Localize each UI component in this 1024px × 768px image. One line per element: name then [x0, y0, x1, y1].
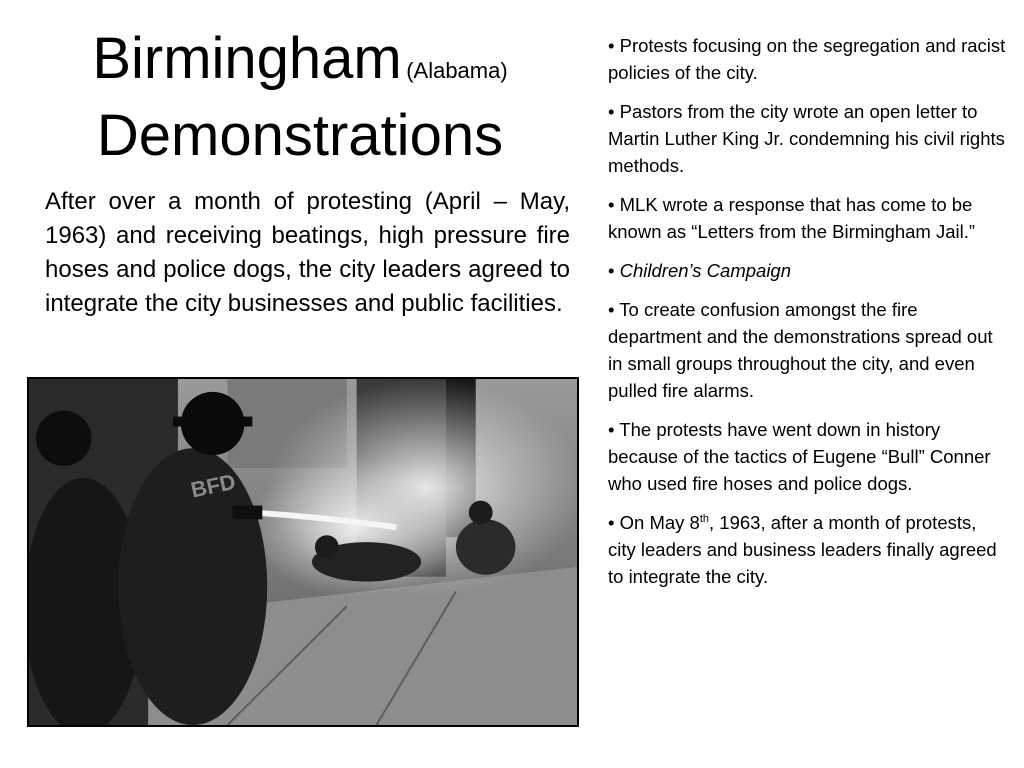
bullet-item: [608, 416, 1008, 497]
bullet-marker: •: [608, 299, 615, 320]
bullet-marker: •: [608, 194, 615, 215]
slide-title: [40, 28, 560, 182]
protest-photo: [27, 377, 579, 727]
bullet-text: Protests focusing on the segregation and racist policies of the city.: [608, 35, 1006, 83]
bullet-text: On May 8: [619, 512, 700, 533]
bullet-item: [608, 191, 1008, 245]
title-main: Birmingham: [92, 26, 402, 91]
bullet-list: [608, 32, 1008, 602]
bullet-item: [608, 257, 1008, 284]
bullet-marker: •: [608, 101, 615, 122]
bullet-marker: •: [608, 260, 615, 281]
bullet-text: To create confusion amongst the fire department and the demonstrations spread out in small groups throughout the city, and even pulled fire alarms.: [608, 299, 993, 401]
helmet-text: BFD: [188, 468, 238, 503]
bullet-text: MLK wrote a response that has come to be known as “Letters from the Birmingham Jail.”: [608, 194, 976, 242]
title-line2: Demonstrations: [96, 103, 504, 168]
bullet-text: , 1963, after a month of protests, city leaders and business leaders finally agreed to integrate the city.: [608, 512, 997, 587]
bullet-superscript: th: [699, 512, 710, 525]
bullet-marker: •: [608, 419, 615, 440]
intro-paragraph: After over a month of protesting (April – May, 1963) and receiving beatings, high pressure fire hoses and police dogs, the city leaders agreed to integrate the city businesses and public facilities.: [45, 188, 570, 317]
bullet-text: The protests have went down in history because of the tactics of Eugene “Bull” Conner who used fire hoses and police dogs.: [608, 419, 991, 494]
bullet-item: [608, 98, 1008, 179]
bullet-text: Children’s Campaign: [619, 260, 792, 281]
title-sub: (Alabama): [406, 58, 508, 83]
bullet-item: [608, 509, 1008, 590]
bullet-item: [608, 32, 1008, 86]
bullet-marker: •: [608, 35, 615, 56]
protest-photo-illustration: [29, 379, 577, 725]
bullet-marker: •: [608, 512, 615, 533]
bullet-item: [608, 296, 1008, 404]
bullet-text: Pastors from the city wrote an open letter to Martin Luther King Jr. condemning his civil rights methods.: [608, 101, 1005, 176]
